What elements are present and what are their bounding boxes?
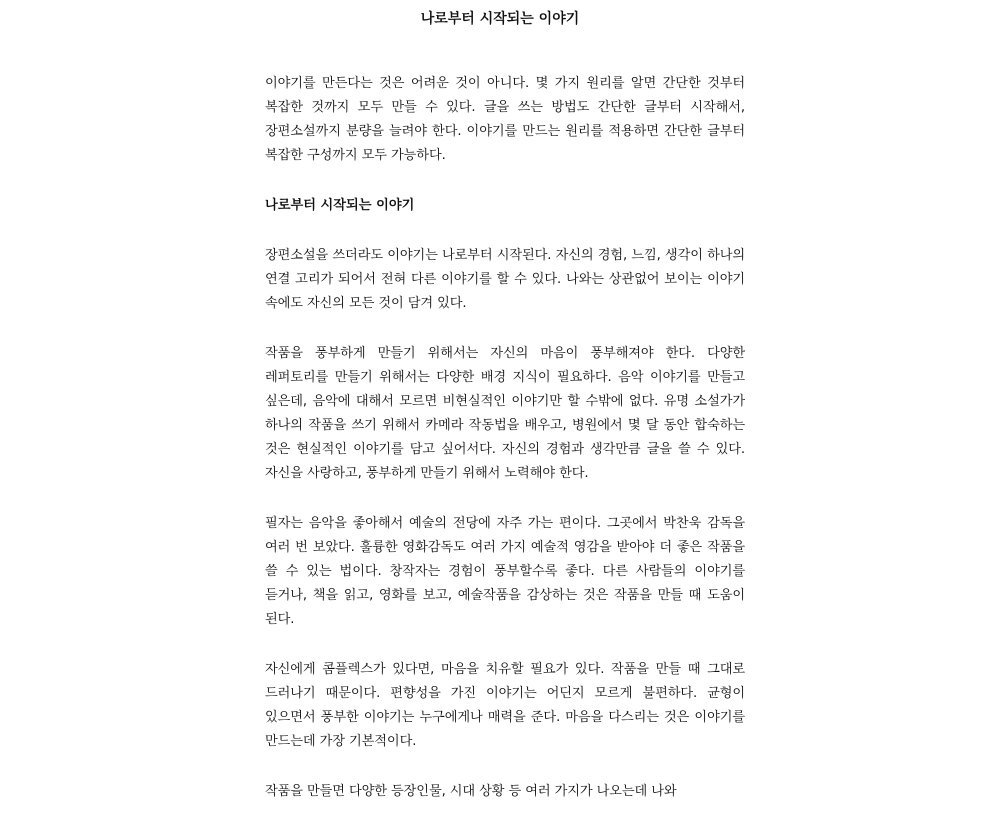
- body-paragraph: 작품을 풍부하게 만들기 위해서는 자신의 마음이 풍부해져야 한다. 다양한 레퍼토리를 만들기 위해서는 다양한 배경 지식이 필요하다. 음악 이야기를 만들고 싶은데, 음악에 대해서 모르면 비현실적인 이야기만 할 수밖에 없다. 유명 소설가가 하나의 작품을 쓰기 위해서 카메라 작동법을 배우고, 병원에서 몇 달 동안 합숙하는 것은 현실적인 이야기를 담고 싶어서다. 자신의 경험과 생각만큼 글을 쓸 수 있다. 자신을 사랑하고, 풍부하게 만들기 위해서 노력해야 한다.: [265, 346, 745, 481]
- intro-paragraph: 이야기를 만든다는 것은 어려운 것이 아니다. 몇 가지 원리를 알면 간단한 것부터 복잡한 것까지 모두 만들 수 있다. 글을 쓰는 방법도 간단한 글부터 시작해서, 장편소설까지 분량을 늘려야 한다. 이야기를 만드는 원리를 적용하면 간단한 글부터 복잡한 구성까지 모두 가능하다.: [265, 76, 745, 163]
- document-body: [265, 72, 745, 830]
- section-heading: 나로부터 시작되는 이야기: [265, 198, 415, 213]
- body-paragraph: 자신에게 콤플렉스가 있다면, 마음을 치유할 필요가 있다. 작품을 만들 때 그대로 드러나기 때문이다. 편향성을 가진 이야기는 어딘지 모르게 불편하다. 균형이 있으면서 풍부한 이야기는 누구에게나 매력을 준다. 마음을 다스리는 것은 이야기를 만드는데 가장 기본적이다.: [265, 662, 745, 749]
- body-paragraph: 작품을 만들면 다양한 등장인물, 시대 상황 등 여러 가지가 나오는데 나와: [265, 784, 677, 799]
- body-paragraph: 필자는 음악을 좋아해서 예술의 전당에 자주 가는 편이다. 그곳에서 박찬욱 감독을 여러 번 보았다. 훌륭한 영화감독도 여러 가지 예술적 영감을 받아야 더 좋은 작품을 쓸 수 있는 법이다. 창작자는 경험이 풍부할수록 좋다. 다른 사람들의 이야기를 듣거나, 책을 읽고, 영화를 보고, 예술작품을 감상하는 것은 작품을 만들 때 도움이 된다.: [265, 516, 745, 627]
- body-paragraph: 장편소설을 쓰더라도 이야기는 나로부터 시작된다. 자신의 경험, 느낌, 생각이 하나의 연결 고리가 되어서 전혀 다른 이야기를 할 수 있다. 나와는 상관없어 보이는 이야기 속에도 자신의 모든 것이 담겨 있다.: [265, 248, 745, 311]
- page-title: 나로부터 시작되는 이야기: [420, 11, 580, 27]
